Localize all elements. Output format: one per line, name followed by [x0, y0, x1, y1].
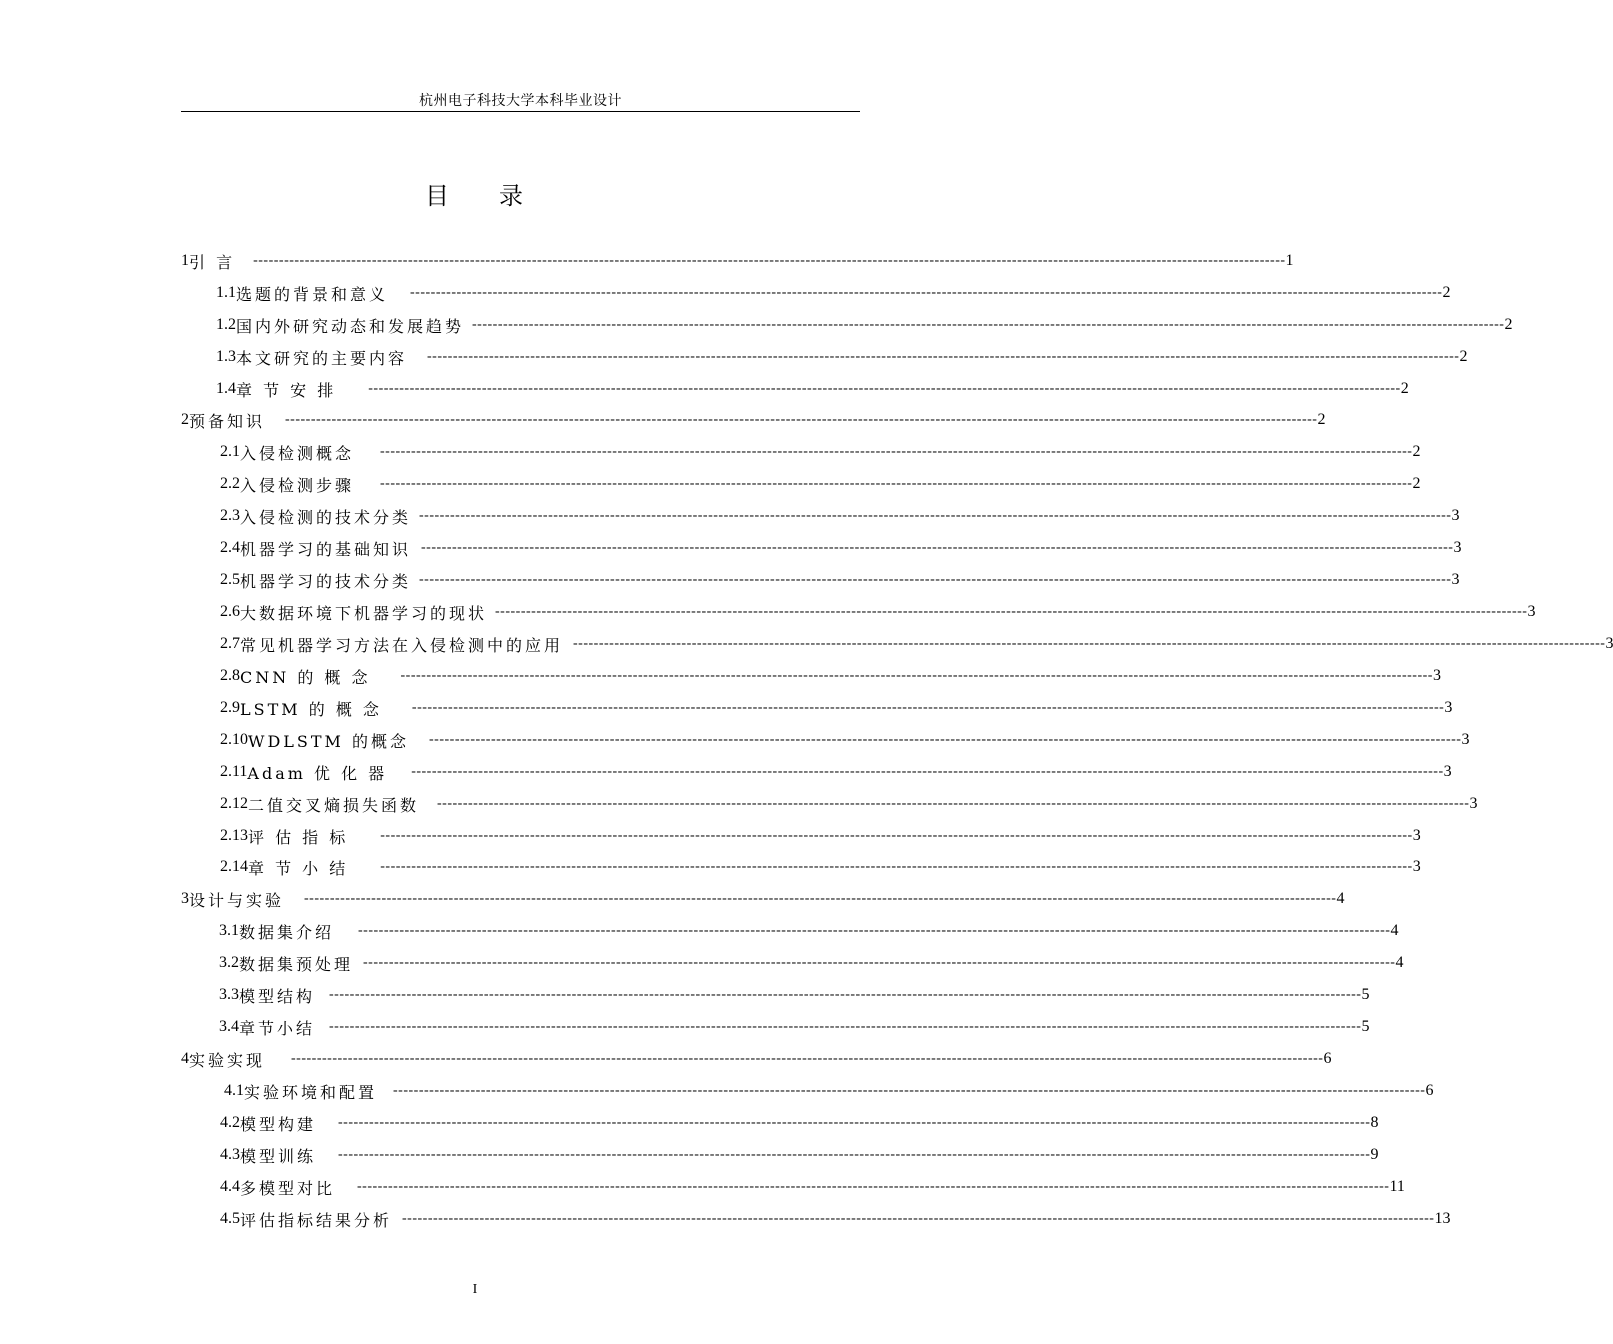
toc-entry-page: 3	[1453, 539, 1462, 556]
toc-entry-page: 3	[1605, 635, 1613, 652]
toc-entry-page: 4	[1395, 954, 1404, 971]
toc-entry-leader: --------------------------------------------------------------------------------------------------------------------------------------------------------------------------------------------------------	[472, 317, 1505, 332]
toc-entry[interactable]	[219, 950, 1404, 976]
toc-entry-page: 2	[1400, 380, 1409, 397]
toc-entry[interactable]	[220, 1142, 1379, 1168]
toc-entry[interactable]	[220, 599, 1536, 625]
toc-entry-leader: --------------------------------------------------------------------------------------------------------------------------------------------------------------------------------------------------------	[410, 285, 1443, 300]
toc-entry-page: 3	[1469, 795, 1478, 812]
toc-entry[interactable]	[219, 982, 1370, 1008]
toc-entry-label: 多模型对比	[240, 1178, 336, 1198]
toc-entry-number: 2.1	[220, 443, 240, 460]
toc-entry-leader: --------------------------------------------------------------------------------------------------------------------------------------------------------------------------------------------------------	[380, 444, 1413, 459]
toc-entry[interactable]	[220, 439, 1421, 465]
toc-entry[interactable]	[220, 1206, 1451, 1232]
toc-entry-page: 4	[1390, 922, 1399, 939]
toc-entry-number: 1.1	[216, 284, 236, 301]
toc-entry-number: 4	[181, 1050, 189, 1067]
toc-entry-number: 4.2	[220, 1114, 240, 1131]
toc-entry-label: 章节小结	[239, 1018, 316, 1038]
toc-entry-page: 4	[1336, 890, 1345, 907]
toc-title-char-2: 录	[499, 182, 525, 210]
toc-entry-label: 评估指标结果分析	[240, 1210, 393, 1230]
toc-entry-leader: --------------------------------------------------------------------------------------------------------------------------------------------------------------------------------------------------------	[363, 955, 1396, 970]
toc-entry-page: 5	[1361, 986, 1370, 1003]
toc-entry-label: 选题的背景和意义	[236, 284, 389, 304]
toc-entry[interactable]	[220, 631, 1613, 657]
toc-entry-number: 4.1	[224, 1082, 244, 1099]
toc-entry-leader: --------------------------------------------------------------------------------------------------------------------------------------------------------------------------------------------------------	[393, 1083, 1426, 1098]
toc-entry-number: 2.9	[220, 699, 240, 716]
toc-entry[interactable]	[220, 1110, 1379, 1136]
toc-entry[interactable]	[220, 727, 1470, 753]
toc-entry-page: 2	[1442, 284, 1451, 301]
toc-entry-page: 2	[1317, 411, 1326, 428]
toc-entry-page: 2	[1412, 475, 1421, 492]
toc-entry-label: LSTM 的 概 念	[240, 699, 382, 719]
toc-entry-page: 8	[1370, 1114, 1379, 1131]
toc-entry-number: 1.3	[216, 348, 236, 365]
toc-entry-page: 3	[1412, 858, 1421, 875]
toc-entry-label: 数据集介绍	[239, 922, 335, 942]
toc-entry-number: 3.1	[219, 922, 239, 939]
toc-entry-number: 3.4	[219, 1018, 239, 1035]
toc-entry[interactable]	[216, 344, 1468, 370]
toc-entry-page: 11	[1389, 1178, 1405, 1195]
toc-entry-page: 3	[1451, 571, 1460, 588]
toc-entry-label: 入侵检测概念	[240, 443, 355, 463]
toc-entry[interactable]	[181, 1046, 1332, 1072]
toc-entry-label: Adam 优 化 器	[247, 763, 388, 783]
toc-entry-number: 1.4	[216, 380, 236, 397]
toc-entry[interactable]	[220, 535, 1462, 561]
toc-entry-label: 二值交叉熵损失函数	[248, 795, 420, 815]
toc-entry-leader: --------------------------------------------------------------------------------------------------------------------------------------------------------------------------------------------------------	[419, 508, 1452, 523]
toc-entry[interactable]	[220, 854, 1421, 880]
toc-entry-page: 3	[1461, 731, 1470, 748]
toc-entry-leader: --------------------------------------------------------------------------------------------------------------------------------------------------------------------------------------------------------	[380, 476, 1413, 491]
toc-entry-number: 2.12	[220, 795, 248, 812]
page-number: I	[472, 1282, 478, 1297]
toc-entry-label: 大数据环境下机器学习的现状	[240, 603, 488, 623]
toc-entry-page: 6	[1323, 1050, 1332, 1067]
toc-entry-number: 3	[181, 890, 189, 907]
toc-entry-number: 4.3	[220, 1146, 240, 1163]
toc-entry-page: 6	[1425, 1082, 1434, 1099]
toc-entry-page: 3	[1412, 827, 1421, 844]
toc-entry-leader: --------------------------------------------------------------------------------------------------------------------------------------------------------------------------------------------------------	[400, 668, 1433, 683]
toc-entry-leader: --------------------------------------------------------------------------------------------------------------------------------------------------------------------------------------------------------	[285, 412, 1318, 427]
toc-entry-label: 实验实现	[189, 1050, 266, 1070]
toc-entry[interactable]	[220, 759, 1452, 785]
toc-entry[interactable]	[181, 407, 1326, 433]
toc-entry-label: 入侵检测步骤	[240, 475, 355, 495]
toc-entry-number: 2.4	[220, 539, 240, 556]
toc-entry[interactable]	[220, 791, 1478, 817]
toc-entry-label: 章 节 小 结	[248, 858, 349, 878]
toc-entry-number: 3.3	[219, 986, 239, 1003]
toc-entry-page: 1	[1285, 252, 1294, 269]
toc-entry-page: 3	[1443, 763, 1452, 780]
toc-entry-page: 3	[1432, 667, 1441, 684]
toc-entry-label: 评 估 指 标	[248, 827, 349, 847]
toc-entry[interactable]	[220, 695, 1453, 721]
toc-entry-page: 3	[1527, 603, 1536, 620]
toc-entry-label: 引 言	[189, 252, 236, 272]
toc-entry[interactable]	[220, 1174, 1405, 1200]
toc-entry-leader: --------------------------------------------------------------------------------------------------------------------------------------------------------------------------------------------------------	[411, 764, 1444, 779]
toc-entry-number: 2.3	[220, 507, 240, 524]
toc-entry-number: 2.2	[220, 475, 240, 492]
toc-entry-page: 9	[1370, 1146, 1379, 1163]
toc-entry-leader: --------------------------------------------------------------------------------------------------------------------------------------------------------------------------------------------------------	[437, 796, 1470, 811]
toc-entry-page: 3	[1451, 507, 1460, 524]
toc-entry-leader: --------------------------------------------------------------------------------------------------------------------------------------------------------------------------------------------------------	[573, 636, 1606, 651]
toc-entry-leader: --------------------------------------------------------------------------------------------------------------------------------------------------------------------------------------------------------	[419, 572, 1452, 587]
toc-entry-label: 模型构建	[240, 1114, 317, 1134]
toc-entry[interactable]	[220, 567, 1460, 593]
toc-entry[interactable]	[219, 1014, 1370, 1040]
toc-entry-leader: --------------------------------------------------------------------------------------------------------------------------------------------------------------------------------------------------------	[304, 891, 1337, 906]
toc-entry[interactable]	[216, 280, 1451, 306]
toc-entry-number: 2.11	[220, 763, 248, 780]
toc-entry-leader: --------------------------------------------------------------------------------------------------------------------------------------------------------------------------------------------------------	[291, 1051, 1324, 1066]
toc-entry-leader: --------------------------------------------------------------------------------------------------------------------------------------------------------------------------------------------------------	[429, 732, 1462, 747]
toc-entry-label: 入侵检测的技术分类	[240, 507, 412, 527]
toc-entry-leader: --------------------------------------------------------------------------------------------------------------------------------------------------------------------------------------------------------	[329, 987, 1362, 1002]
toc-entry-label: 数据集预处理	[239, 954, 354, 974]
toc-entry-number: 2.14	[220, 858, 248, 875]
toc-entry-label: 常见机器学习方法在入侵检测中的应用	[240, 635, 564, 655]
toc-entry-number: 4.4	[220, 1178, 240, 1195]
toc-entry-label: 预备知识	[189, 411, 266, 431]
toc-entry-label: 实验环境和配置	[244, 1082, 378, 1102]
toc-entry-leader: --------------------------------------------------------------------------------------------------------------------------------------------------------------------------------------------------------	[427, 349, 1460, 364]
toc-entry-number: 2.7	[220, 635, 240, 652]
toc-entry-page: 2	[1504, 316, 1513, 333]
toc-entry[interactable]	[181, 886, 1345, 912]
toc-entry-number: 2.5	[220, 571, 240, 588]
toc-entry-leader: --------------------------------------------------------------------------------------------------------------------------------------------------------------------------------------------------------	[338, 1147, 1371, 1162]
toc-entry-leader: --------------------------------------------------------------------------------------------------------------------------------------------------------------------------------------------------------	[495, 604, 1528, 619]
toc-entry-label: 模型结构	[239, 986, 316, 1006]
toc-entry-leader: --------------------------------------------------------------------------------------------------------------------------------------------------------------------------------------------------------	[380, 859, 1413, 874]
toc-entry-leader: --------------------------------------------------------------------------------------------------------------------------------------------------------------------------------------------------------	[380, 828, 1413, 843]
toc-entry[interactable]	[224, 1078, 1434, 1104]
toc-entry-number: 3.2	[219, 954, 239, 971]
toc-entry-page: 5	[1361, 1018, 1370, 1035]
toc-entry-label: 本文研究的主要内容	[236, 348, 408, 368]
toc-entry-leader: --------------------------------------------------------------------------------------------------------------------------------------------------------------------------------------------------------	[357, 1179, 1390, 1194]
toc-entry-page: 2	[1412, 443, 1421, 460]
toc-entry-number: 2.8	[220, 667, 240, 684]
toc-entry-label: WDLSTM 的概念	[248, 731, 410, 751]
toc-entry-leader: --------------------------------------------------------------------------------------------------------------------------------------------------------------------------------------------------------	[411, 700, 1445, 715]
toc-entry[interactable]	[220, 823, 1421, 849]
toc-entry-number: 4.5	[220, 1210, 240, 1227]
toc-entry[interactable]	[216, 312, 1513, 338]
toc-entry-label: 国内外研究动态和发展趋势	[236, 316, 465, 336]
toc-entry[interactable]	[219, 918, 1399, 944]
toc-entry-number: 2.10	[220, 731, 248, 748]
toc-entry-leader: --------------------------------------------------------------------------------------------------------------------------------------------------------------------------------------------------------	[358, 923, 1391, 938]
toc-entry-number: 2.13	[220, 827, 248, 844]
toc-entry-label: 机器学习的技术分类	[240, 571, 412, 591]
toc-entry-number: 2	[181, 411, 189, 428]
toc-entry-leader: --------------------------------------------------------------------------------------------------------------------------------------------------------------------------------------------------------	[338, 1115, 1371, 1130]
toc-entry-page: 13	[1434, 1210, 1451, 1227]
toc-entry[interactable]	[220, 663, 1441, 689]
toc-entry-leader: --------------------------------------------------------------------------------------------------------------------------------------------------------------------------------------------------------	[368, 381, 1401, 396]
toc-entry-leader: --------------------------------------------------------------------------------------------------------------------------------------------------------------------------------------------------------	[329, 1019, 1362, 1034]
toc-entry-leader: --------------------------------------------------------------------------------------------------------------------------------------------------------------------------------------------------------	[402, 1211, 1435, 1226]
toc-entry[interactable]	[181, 248, 1294, 274]
toc-entry-number: 1	[181, 252, 189, 269]
toc-entry-leader: --------------------------------------------------------------------------------------------------------------------------------------------------------------------------------------------------------	[253, 253, 1286, 268]
toc-entry-number: 2.6	[220, 603, 240, 620]
toc-entry[interactable]	[220, 471, 1421, 497]
toc-entry-label: 模型训练	[240, 1146, 317, 1166]
toc-entry-label: CNN 的 概 念	[240, 667, 371, 687]
toc-title-char-1: 目	[425, 182, 451, 210]
toc-entry-label: 设计与实验	[189, 890, 285, 910]
toc-entry-page: 3	[1444, 699, 1453, 716]
toc-entry-label: 机器学习的基础知识	[240, 539, 412, 559]
toc-entry-page: 2	[1459, 348, 1468, 365]
toc-entry[interactable]	[216, 376, 1409, 402]
page-header: 杭州电子科技大学本科毕业设计	[419, 93, 622, 109]
toc-entry-number: 1.2	[216, 316, 236, 333]
toc-entry-label: 章 节 安 排	[236, 380, 337, 400]
toc-entry[interactable]	[220, 503, 1460, 529]
toc-entry-leader: --------------------------------------------------------------------------------------------------------------------------------------------------------------------------------------------------------	[421, 540, 1454, 555]
